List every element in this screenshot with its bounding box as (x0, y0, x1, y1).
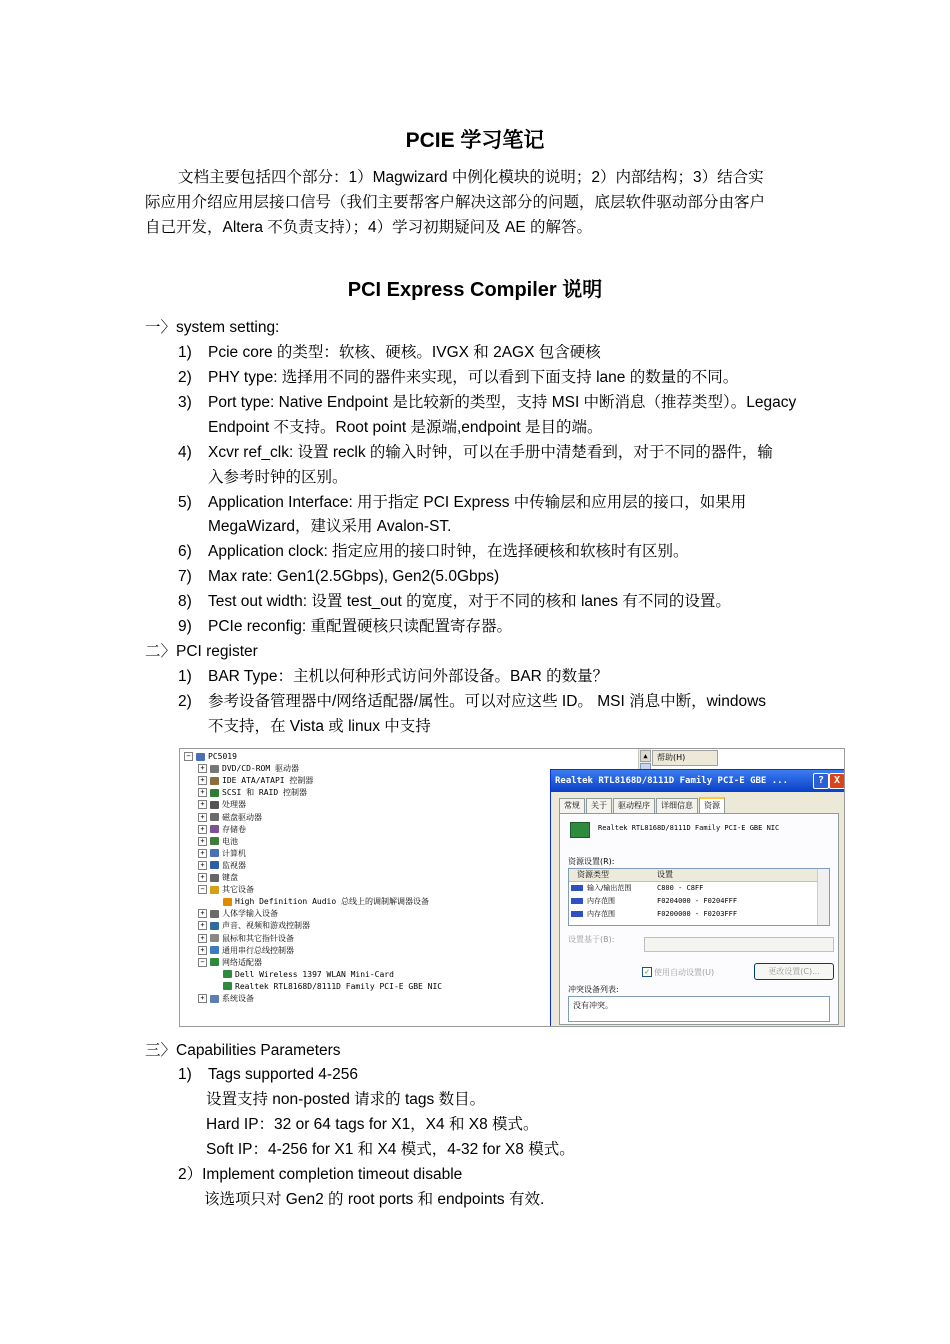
expand-icon[interactable]: + (198, 849, 207, 858)
tree-item-label: SCSI 和 RAID 控制器 (222, 788, 307, 798)
system-device-icon (210, 995, 219, 1003)
resource-list-scrollbar[interactable] (817, 869, 829, 925)
expand-icon[interactable]: + (198, 873, 207, 882)
tab-resources[interactable]: 资源 (699, 797, 725, 815)
resources-panel (559, 813, 839, 1025)
resource-icon (571, 911, 583, 917)
s3-heading: 三〉Capabilities Parameters (145, 1042, 341, 1059)
scroll-up-icon[interactable]: ▲ (640, 750, 651, 762)
tree-item-label: 通用串行总线控制器 (222, 945, 294, 955)
list-item-cont: 不支持，在 Vista 或 linux 中支持 (208, 718, 431, 735)
network-adapter-icon (210, 958, 219, 966)
tree-item[interactable] (198, 763, 299, 775)
usb-icon (210, 946, 219, 954)
tree-item[interactable] (212, 969, 394, 981)
change-setting-button[interactable]: 更改设置(C)... (754, 963, 834, 980)
table-row[interactable]: 内存范围 F0204000 - F0204FFF (569, 895, 817, 907)
list-item-cont: Soft IP：4-256 for X1 和 X4 模式，4-32 for X8 模式。 (206, 1141, 575, 1158)
expand-icon[interactable]: + (198, 994, 207, 1003)
list-item: 7) Max rate: Gen1(2.5Gbps), Gen2(5.0Gbps) (178, 568, 500, 585)
s1-heading: 一〉system setting: (145, 319, 280, 336)
dialog-titlebar (551, 770, 845, 792)
collapse-icon[interactable]: − (198, 958, 207, 967)
tree-item[interactable] (184, 751, 237, 763)
expand-icon[interactable]: + (198, 825, 207, 834)
tree-item[interactable] (198, 993, 254, 1005)
intro-line-3: 自己开发，Altera 不负责支持）；4）学习初期疑问及 AE 的解答。 (145, 219, 592, 236)
col-resource-type: 资源类型 (577, 870, 609, 879)
tree-item-label: 人体学输入设备 (222, 909, 278, 919)
dialog-tabs (559, 797, 726, 813)
list-item: 6) Application clock: 指定应用的接口时钟，在选择硬核和软核时有区别。 (178, 543, 689, 560)
intro-line-2: 际应用介绍应用层接口信号（我们主要帮客户解决这部分的问题，底层软件驱动部分由客户 (145, 194, 766, 211)
expand-icon[interactable]: + (198, 813, 207, 822)
expand-icon[interactable]: + (198, 776, 207, 785)
tree-item-label: IDE ATA/ATAPI 控制器 (222, 776, 314, 786)
list-item: 4) Xcvr ref_clk: 设置 reclk 的输入时钟，可以在手册中清楚看到，对于不同的器件，输 (178, 444, 773, 461)
list-item-cont: Hard IP：32 or 64 tags for X1，X4 和 X8 模式。 (206, 1116, 539, 1133)
expand-icon[interactable]: + (198, 946, 207, 955)
tree-item[interactable] (198, 884, 254, 896)
computer-icon (196, 753, 205, 761)
expand-icon[interactable]: + (198, 764, 207, 773)
close-button[interactable]: X (829, 773, 845, 789)
network-card-icon (223, 970, 232, 978)
list-item-cont: Endpoint 不支持。Root point 是源端,endpoint 是目的端。 (208, 419, 603, 436)
auto-settings-checkbox[interactable]: ✓ (642, 967, 652, 977)
collapse-icon[interactable]: − (198, 885, 207, 894)
tree-item[interactable] (198, 836, 238, 848)
conflict-list (568, 996, 830, 1022)
expand-icon[interactable]: + (198, 921, 207, 930)
tree-item-label: 处理器 (222, 800, 246, 810)
collapse-icon[interactable]: − (184, 752, 193, 761)
list-item-cont: 入参考时钟的区别。 (208, 469, 348, 486)
tree-item-label: High Definition Audio 总线上的调制解调器设备 (235, 897, 429, 907)
keyboard-icon (210, 874, 219, 882)
section-title: PCI Express Compiler 说明 (347, 279, 603, 301)
expand-icon[interactable]: + (198, 861, 207, 870)
tab-details[interactable]: 详细信息 (656, 798, 698, 813)
resource-list-header (569, 869, 817, 882)
properties-dialog (550, 769, 845, 1027)
setting-based-on-label: 设置基于(B): (568, 935, 615, 944)
tab-about[interactable]: 关于 (586, 798, 612, 813)
resource-list[interactable] (568, 868, 830, 926)
device-manager-screenshot (179, 748, 845, 1027)
warning-device-icon (223, 898, 232, 906)
auto-settings-label: 使用自动设置(U) (654, 968, 715, 977)
tree-item[interactable] (198, 933, 294, 945)
tree-item-label: Dell Wireless 1397 WLAN Mini-Card (235, 969, 394, 979)
conflict-list-label: 冲突设备列表: (568, 985, 619, 994)
list-item: 2) 参考设备管理器中/网络适配器/属性。可以对应这些 ID。 MSI 消息中断，windows (178, 693, 767, 710)
tree-item-label: 键盘 (222, 873, 238, 882)
ide-controller-icon (210, 777, 219, 785)
input-device-icon (210, 910, 219, 918)
list-item: 2）Implement completion timeout disable (178, 1166, 463, 1183)
expand-icon[interactable]: + (198, 934, 207, 943)
help-button[interactable]: ? (813, 773, 829, 789)
tree-item-label: 监视器 (222, 860, 246, 870)
tree-item-label: DVD/CD-ROM 驱动器 (222, 764, 299, 774)
network-card-icon (223, 982, 232, 990)
list-item-cont: 该选项只对 Gen2 的 root ports 和 endpoints 有效. (204, 1191, 545, 1208)
list-item-cont: 设置支持 non-posted 请求的 tags 数目。 (206, 1091, 486, 1108)
tree-item-label: 电池 (222, 836, 238, 846)
unknown-device-icon (210, 886, 219, 894)
list-item: 1) Tags supported 4-256 (178, 1066, 358, 1083)
tree-item[interactable] (198, 787, 307, 799)
tree-item[interactable] (198, 799, 246, 811)
expand-icon[interactable]: + (198, 800, 207, 809)
tree-item-label: PC5019 (208, 752, 237, 761)
tree-item[interactable] (212, 896, 429, 908)
list-item: 9) PCIe reconfig: 重配置硬核只读配置寄存器。 (178, 618, 513, 635)
tree-item[interactable] (198, 945, 294, 957)
tree-item-label: 计算机 (222, 848, 246, 858)
tree-item[interactable] (198, 860, 246, 872)
list-item: 1) BAR Type：主机以何种形式访问外部设备。BAR 的数量？ (178, 668, 609, 685)
tab-driver[interactable]: 驱动程序 (613, 798, 655, 813)
disk-drive-icon (210, 813, 219, 821)
resource-icon (571, 898, 583, 904)
tree-item-label: 网络适配器 (222, 957, 262, 967)
tree-item-label: Realtek RTL8168D/8111D Family PCI-E GBE NIC (235, 981, 443, 991)
expand-icon[interactable]: + (198, 788, 207, 797)
dvd-drive-icon (210, 765, 219, 773)
tree-item[interactable] (198, 920, 310, 932)
tree-item-label: 其它设备 (222, 885, 254, 895)
list-item-cont: MegaWizard，建议采用 Avalon-ST. (208, 518, 452, 535)
tree-item[interactable] (198, 848, 246, 860)
tab-general[interactable]: 常规 (559, 798, 585, 813)
battery-icon (210, 837, 219, 845)
tree-item-label: 存储卷 (222, 824, 246, 834)
processor-icon (210, 801, 219, 809)
tree-item[interactable] (198, 775, 313, 787)
list-item: 3) Port type: Native Endpoint 是比较新的类型，支持 MSI 中断消息（推荐类型）。Legacy (178, 394, 797, 411)
tree-item-label: 声音、视频和游戏控制器 (222, 921, 310, 931)
help-menu[interactable]: 帮助(H) (652, 750, 718, 766)
col-setting: 设置 (657, 870, 673, 879)
setting-based-on-select[interactable] (644, 937, 834, 952)
tree-item-label: 磁盘驱动器 (222, 812, 262, 822)
list-item: 8) Test out width: 设置 test_out 的宽度，对于不同的核和 lanes 有不同的设置。 (178, 593, 731, 610)
list-item: 5) Application Interface: 用于指定 PCI Express 中传输层和应用层的接口，如果用 (178, 494, 747, 511)
tree-item[interactable] (198, 957, 262, 969)
network-card-icon (570, 822, 590, 838)
tree-item-label: 系统设备 (222, 994, 254, 1003)
s2-heading: 二〉PCI register (145, 643, 258, 660)
intro-line-1: 文档主要包括四个部分：1）Magwizard 中例化模块的说明；2）内部结构；3）结合实 (178, 169, 764, 186)
monitor-icon (210, 861, 219, 869)
sound-icon (210, 922, 219, 930)
tree-item-label: 鼠标和其它指针设备 (222, 933, 294, 943)
expand-icon[interactable]: + (198, 837, 207, 846)
document-title: PCIE 学习笔记 (405, 129, 545, 152)
tree-item[interactable] (198, 824, 246, 836)
scsi-controller-icon (210, 789, 219, 797)
table-row[interactable]: 内存范围 F0200000 - F0203FFF (569, 908, 817, 920)
list-item: 2) PHY type: 选择用不同的器件来实现，可以看到下面支持 lane 的数量的不同。 (178, 369, 739, 386)
tree-item[interactable] (198, 812, 262, 824)
list-item: 1) Pcie core 的类型：软核、硬核。IVGX 和 2AGX 包含硬核 (178, 344, 601, 361)
conflict-text: 没有冲突。 (573, 1001, 613, 1010)
mouse-icon (210, 934, 219, 942)
computer-icon (210, 849, 219, 857)
resource-icon (571, 885, 583, 891)
tree-item[interactable] (198, 908, 278, 920)
table-row[interactable]: 输入/输出范围 C800 - C8FF (569, 882, 817, 894)
storage-icon (210, 825, 219, 833)
expand-icon[interactable]: + (198, 909, 207, 918)
resource-settings-label: 资源设置(R): (568, 857, 615, 866)
tree-item[interactable] (198, 872, 238, 884)
dialog-title: Realtek RTL8168D/8111D Family PCI-E GBE ... (555, 776, 788, 786)
tree-item[interactable] (212, 981, 442, 993)
device-name: Realtek RTL8168D/8111D Family PCI-E GBE NIC (598, 824, 780, 832)
